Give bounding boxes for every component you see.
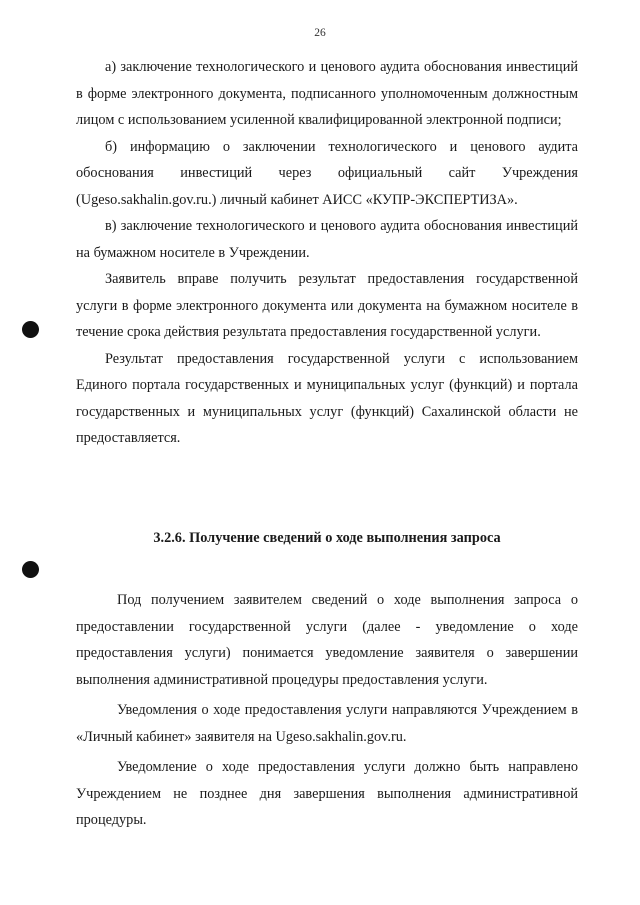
paragraph-portal-result: Результат предоставления государственной услуги с использованием Единого портала государственных и муниципальных услуг (функций) и портала государственных и муниципальных услуг (функций) Сахалинской области не предоставляется. [76, 350, 578, 446]
paragraph-item-b: б) информацию о заключении технологического и ценового аудита обоснования инвестиций через официальный сайт Учреждения (Ugeso.sakhalin.gov.ru.) личный кабинет АИСС «КУПР-ЭКСПЕРТИЗА». [76, 138, 578, 208]
paragraph-notifications-sent: Уведомления о ходе предоставления услуги направляются Учреждением в «Личный кабинет» заявителя на Ugeso.sakhalin.gov.ru. [76, 702, 578, 745]
body-text-bottom [76, 587, 578, 834]
body-text-top [76, 54, 578, 452]
punch-hole-mark-top [22, 321, 39, 338]
section-heading: 3.2.6. Получение сведений о ходе выполнения запроса [153, 530, 501, 546]
page-number: 26 [314, 27, 326, 39]
paragraph-notification-deadline: Уведомление о ходе предоставления услуги должно быть направлено Учреждением не позднее дня завершения выполнения административной процедуры. [76, 759, 578, 828]
paragraph-item-c: в) заключение технологического и ценового аудита обоснования инвестиций на бумажном носителе в Учреждении. [76, 218, 578, 261]
punch-hole-mark-bottom [22, 561, 39, 578]
paragraph-applicant-right: Заявитель вправе получить результат предоставления государственной услуги в форме электронного документа или документа на бумажном носителе в течение срока действия результата предоставления государственной услуги. [76, 271, 578, 340]
paragraph-status-definition: Под получением заявителем сведений о ходе выполнения запроса о предоставлении государственной услуги (далее - уведомление о ходе предоставления услуги) понимается уведомление заявителя о завершении выполнения административной процедуры предоставления услуги. [76, 592, 578, 688]
paragraph-item-a: а) заключение технологического и ценового аудита обоснования инвестиций в форме электронного документа, подписанного уполномоченным должностным лицом с использованием усиленной квалифицированной электронной подписи; [76, 59, 578, 128]
